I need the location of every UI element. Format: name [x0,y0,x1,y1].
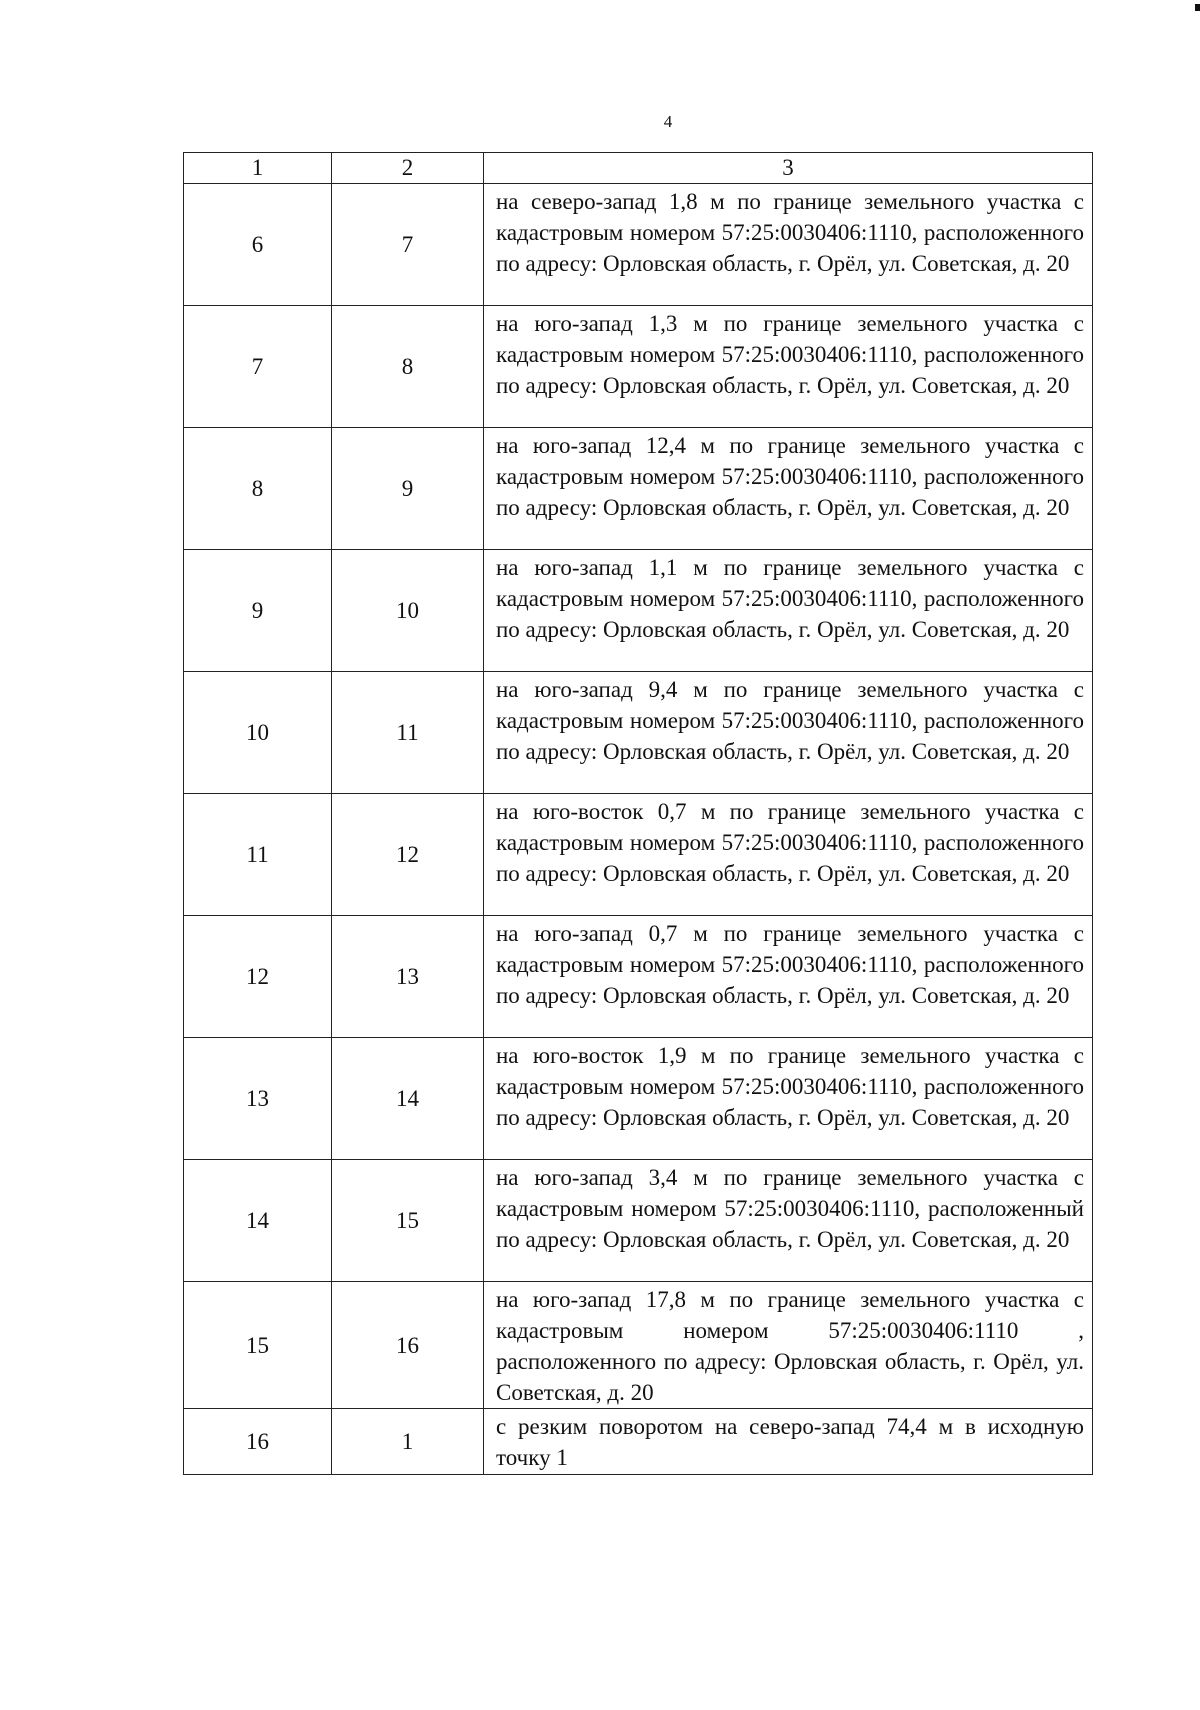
point-to-cell: 9 [332,428,484,550]
point-to-cell: 13 [332,916,484,1038]
table-row [184,1282,1093,1409]
point-to-cell: 15 [332,1160,484,1282]
page-number: 4 [663,112,673,131]
table-row [184,672,1093,794]
point-to-cell: 14 [332,1038,484,1160]
point-from-cell: 14 [184,1160,332,1282]
boundary-description-cell: на юго-запад 9,4 м по границе земельного участка с кадастровым номером 57:25:0030406:1110, расположенного по адресу: Орловская область, г. Орёл, ул. Советская, д. 20 [484,672,1093,794]
table-row [184,794,1093,916]
point-from-cell: 10 [184,672,332,794]
header-cell-2: 2 [332,153,484,184]
boundary-description-cell: на северо-запад 1,8 м по границе земельного участка с кадастровым номером 57:25:0030406:1110, расположенного по адресу: Орловская область, г. Орёл, ул. Советская, д. 20 [484,184,1093,306]
point-to-cell: 8 [332,306,484,428]
header-cell-3: 3 [484,153,1093,184]
table-row [184,1409,1093,1475]
point-to-cell: 10 [332,550,484,672]
scan-corner-mark [1195,4,1200,11]
table-row [184,550,1093,672]
boundary-description-cell: на юго-запад 1,1 м по границе земельного участка с кадастровым номером 57:25:0030406:1110, расположенного по адресу: Орловская область, г. Орёл, ул. Советская, д. 20 [484,550,1093,672]
boundary-description-cell: на юго-запад 0,7 м по границе земельного участка с кадастровым номером 57:25:0030406:1110, расположенного по адресу: Орловская область, г. Орёл, ул. Советская, д. 20 [484,916,1093,1038]
point-from-cell: 9 [184,550,332,672]
table-row [184,916,1093,1038]
table-row [184,1038,1093,1160]
point-from-cell: 11 [184,794,332,916]
point-from-cell: 15 [184,1282,332,1409]
table-row [184,184,1093,306]
point-from-cell: 13 [184,1038,332,1160]
boundary-description-cell: на юго-восток 0,7 м по границе земельного участка с кадастровым номером 57:25:0030406:1110, расположенного по адресу: Орловская область, г. Орёл, ул. Советская, д. 20 [484,794,1093,916]
header-cell-1: 1 [184,153,332,184]
point-from-cell: 8 [184,428,332,550]
point-to-cell: 11 [332,672,484,794]
point-from-cell: 16 [184,1409,332,1475]
point-from-cell: 7 [184,306,332,428]
boundary-description-cell: на юго-запад 12,4 м по границе земельного участка с кадастровым номером 57:25:0030406:1110, расположенного по адресу: Орловская область, г. Орёл, ул. Советская, д. 20 [484,428,1093,550]
table-row [184,428,1093,550]
boundary-description-cell: на юго-запад 3,4 м по границе земельного участка с кадастровым номером 57:25:0030406:1110, расположенный по адресу: Орловская область, г. Орёл, ул. Советская, д. 20 [484,1160,1093,1282]
boundary-description-cell: с резким поворотом на северо-запад 74,4 м в исходную точку 1 [484,1409,1093,1475]
table-row [184,1160,1093,1282]
boundary-description-cell: на юго-восток 1,9 м по границе земельного участка с кадастровым номером 57:25:0030406:1110, расположенного по адресу: Орловская область, г. Орёл, ул. Советская, д. 20 [484,1038,1093,1160]
table-header-row [184,153,1093,184]
point-from-cell: 6 [184,184,332,306]
point-to-cell: 7 [332,184,484,306]
point-to-cell: 12 [332,794,484,916]
boundary-description-cell: на юго-запад 17,8 м по границе земельного участка с кадастровым номером 57:25:0030406:1110 , расположенного по адресу: Орловская область, г. Орёл, ул. Советская, д. 20 [484,1282,1093,1409]
point-to-cell: 16 [332,1282,484,1409]
boundary-description-cell: на юго-запад 1,3 м по границе земельного участка с кадастровым номером 57:25:0030406:1110, расположенного по адресу: Орловская область, г. Орёл, ул. Советская, д. 20 [484,306,1093,428]
point-to-cell: 1 [332,1409,484,1475]
boundary-description-table [183,152,1093,1475]
point-from-cell: 12 [184,916,332,1038]
table-row [184,306,1093,428]
